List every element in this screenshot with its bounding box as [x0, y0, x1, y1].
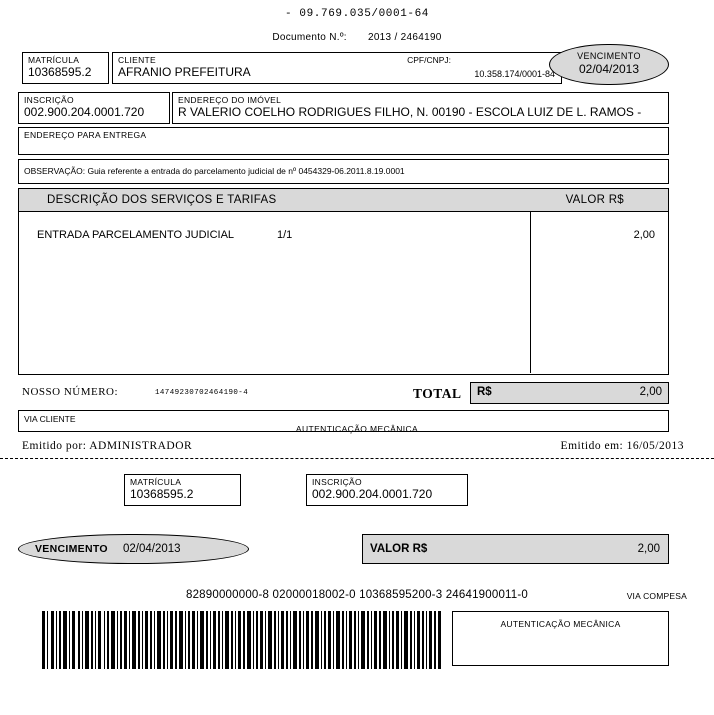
stub-valor-label: VALOR R$ — [370, 543, 428, 555]
vencimento-label: VENCIMENTO — [577, 51, 641, 61]
vencimento-value: 02/04/2013 — [578, 62, 640, 76]
stub-valor-box — [362, 534, 669, 564]
emitido-em-label: Emitido em: — [560, 440, 624, 452]
stub-matricula-label: MATRÍCULA — [130, 477, 182, 487]
document-number-value: 2013 / 2464190 — [367, 32, 442, 43]
stub-valor-amount: 2,00 — [637, 543, 660, 555]
document-number-line — [0, 32, 714, 43]
stub-inscricao-value: 002.900.204.0001.720 — [312, 487, 433, 501]
cliente-box — [112, 52, 562, 84]
stub-matricula-value: 10368595.2 — [130, 487, 194, 501]
nosso-numero-value: 14749230702464190-4 — [155, 389, 249, 397]
autenticacao-mecanica-label: AUTENTICAÇÃO MECÂNICA — [500, 619, 621, 629]
company-cnpj: - 09.769.035/0001-64 — [284, 8, 430, 20]
inscricao-value: 002.900.204.0001.720 — [24, 105, 145, 119]
emitido-por — [22, 440, 192, 452]
stub-inscricao-box — [306, 474, 468, 506]
cpf-cnpj-value: 10.358.174/0001-84 — [474, 69, 555, 79]
observacao-text: OBSERVAÇÃO: Guia referente a entrada do parcelamento judicial de nº 0454329-06.2011.8.19.0001 — [24, 166, 405, 176]
stub-matricula-box — [124, 474, 241, 506]
emitido-por-label: Emitido por: — [22, 440, 87, 452]
endereco-imovel-label: ENDEREÇO DO IMÓVEL — [178, 95, 282, 105]
emitido-por-value: ADMINISTRADOR — [89, 440, 193, 452]
via-compesa-label: VIA COMPESA — [626, 591, 687, 601]
inscricao-box — [18, 92, 170, 124]
column-separator — [530, 212, 531, 373]
endereco-imovel-box — [172, 92, 669, 124]
servicos-table-header — [18, 188, 669, 212]
nosso-numero-label: NOSSO NÚMERO: — [22, 386, 119, 398]
cliente-label: CLIENTE — [118, 55, 156, 65]
stub-inscricao-label: INSCRIÇÃO — [312, 477, 362, 487]
total-currency: R$ — [477, 386, 492, 398]
cliente-value: AFRANIO PREFEITURA — [118, 65, 251, 79]
vencimento-badge — [549, 44, 669, 85]
total-amount: 2,00 — [639, 386, 662, 398]
stub-vencimento-badge — [18, 534, 249, 564]
col-valor-header: VALOR R$ — [565, 194, 624, 206]
row-valor: 2,00 — [633, 229, 655, 241]
autenticacao-mecanica-box — [452, 611, 669, 666]
observacao-box — [18, 159, 669, 184]
cpf-cnpj-label: CPF/CNPJ: — [407, 55, 451, 65]
total-label: TOTAL — [413, 386, 462, 401]
inscricao-label: INSCRIÇÃO — [24, 95, 74, 105]
matricula-label: MATRÍCULA — [28, 55, 80, 65]
matricula-value: 10368595.2 — [28, 65, 92, 79]
document-number-label: Documento N.º: — [272, 32, 347, 43]
stub-vencimento-label: VENCIMENTO — [35, 543, 108, 555]
total-box — [470, 382, 669, 404]
row-descricao: ENTRADA PARCELAMENTO JUDICIAL — [37, 229, 235, 241]
autenticacao-mecanica-top: AUTENTICAÇÃO MECÂNICA — [295, 424, 419, 434]
endereco-imovel-value: R VALERIO COELHO RODRIGUES FILHO, N. 00190 - ESCOLA LUIZ DE L. RAMOS - — [178, 105, 642, 119]
barcode — [42, 611, 442, 669]
emitido-em-value: 16/05/2013 — [626, 440, 684, 452]
matricula-box — [22, 52, 109, 84]
endereco-entrega-label: ENDEREÇO PARA ENTREGA — [24, 130, 147, 140]
via-cliente-label: VIA CLIENTE — [24, 414, 76, 424]
stub-vencimento-value: 02/04/2013 — [123, 543, 181, 555]
barcode-image — [42, 611, 442, 669]
cut-line — [0, 458, 714, 459]
row-quantidade: 1/1 — [277, 229, 293, 241]
servicos-table-body — [18, 212, 669, 375]
linha-digitavel: 82890000000-8 02000018002-0 10368595200-3 24641900011-0 — [185, 589, 529, 601]
endereco-entrega-box — [18, 127, 669, 155]
emitido-em — [561, 440, 684, 452]
col-descricao-header: DESCRIÇÃO DOS SERVIÇOS E TARIFAS — [47, 194, 277, 206]
